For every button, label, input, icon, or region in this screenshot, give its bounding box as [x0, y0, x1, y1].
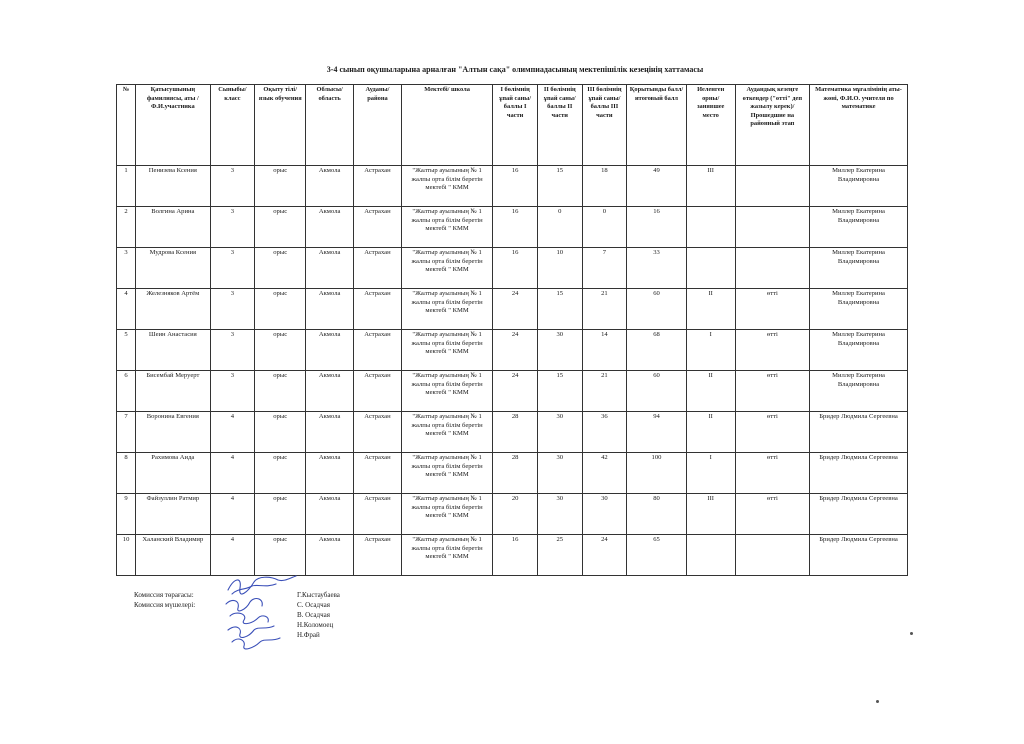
language-cell: орыс — [255, 166, 306, 207]
teacher-cell: Миллер Екатерина Владимировна — [810, 330, 908, 371]
school-cell: "Жалтыр ауылының № 1 жалпы орта білім беретін мектебі " КММ — [401, 166, 492, 207]
language-cell: орыс — [255, 289, 306, 330]
header-no: № — [117, 85, 136, 166]
table-row — [117, 166, 908, 207]
total-score: 49 — [627, 166, 687, 207]
header-district: Ауданы/ района — [354, 85, 402, 166]
region-cell: Акмола — [306, 330, 354, 371]
commission-members-label: Комиссия мүшелері: — [134, 601, 196, 609]
header-passed: Аудандық кезеңге өткендер ("өтті" деп жазылу керек)/ Прошедшие на районный этап — [735, 85, 809, 166]
place-cell: II — [686, 289, 735, 330]
table-row — [117, 371, 908, 412]
district-cell: Астрахан — [354, 330, 402, 371]
district-cell: Астрахан — [354, 207, 402, 248]
header-language: Оқыту тілі/ язык обучения — [255, 85, 306, 166]
region-cell: Акмола — [306, 248, 354, 289]
district-cell: Астрахан — [354, 371, 402, 412]
language-cell: орыс — [255, 207, 306, 248]
school-cell: "Жалтыр ауылының № 1 жалпы орта білім беретін мектебі " КММ — [401, 371, 492, 412]
place-cell — [686, 535, 735, 576]
grade-cell: 3 — [210, 248, 255, 289]
total-score: 16 — [627, 207, 687, 248]
school-cell: "Жалтыр ауылының № 1 жалпы орта білім беретін мектебі " КММ — [401, 289, 492, 330]
teacher-cell: Бридер Людмила Сергеевна — [810, 412, 908, 453]
part2-score: 0 — [537, 207, 582, 248]
scan-speck — [876, 700, 879, 703]
total-score: 65 — [627, 535, 687, 576]
passed-cell: өтті — [735, 371, 809, 412]
part3-score: 42 — [582, 453, 627, 494]
part1-score: 28 — [493, 412, 538, 453]
teacher-cell: Миллер Екатерина Владимировна — [810, 166, 908, 207]
row-number: 4 — [117, 289, 136, 330]
part2-score: 15 — [537, 289, 582, 330]
grade-cell: 3 — [210, 330, 255, 371]
row-number: 3 — [117, 248, 136, 289]
header-part2: ІІ бөлімнің ұпай саны/ баллы II части — [537, 85, 582, 166]
school-cell: "Жалтыр ауылының № 1 жалпы орта білім беретін мектебі " КММ — [401, 412, 492, 453]
grade-cell: 4 — [210, 412, 255, 453]
part2-score: 30 — [537, 330, 582, 371]
part2-score: 15 — [537, 371, 582, 412]
school-cell: "Жалтыр ауылының № 1 жалпы орта білім беретін мектебі " КММ — [401, 535, 492, 576]
table-row — [117, 330, 908, 371]
table-row — [117, 453, 908, 494]
part1-score: 24 — [493, 330, 538, 371]
row-number: 7 — [117, 412, 136, 453]
grade-cell: 4 — [210, 453, 255, 494]
part3-score: 14 — [582, 330, 627, 371]
commission-name: С. Осадчая — [297, 601, 330, 609]
language-cell: орыс — [255, 330, 306, 371]
participant-name: Шеин Анастасия — [136, 330, 210, 371]
grade-cell: 3 — [210, 289, 255, 330]
participant-name: Рахимова Аида — [136, 453, 210, 494]
teacher-cell: Миллер Екатерина Владимировна — [810, 207, 908, 248]
grade-cell: 3 — [210, 207, 255, 248]
part2-score: 30 — [537, 412, 582, 453]
table-header-row — [117, 85, 908, 166]
header-school: Мектебі/ школа — [401, 85, 492, 166]
part3-score: 0 — [582, 207, 627, 248]
table-row — [117, 248, 908, 289]
row-number: 8 — [117, 453, 136, 494]
participant-name: Пенизева Ксения — [136, 166, 210, 207]
passed-cell: өтті — [735, 412, 809, 453]
header-total: Қорытынды балл/ итоговый балл — [627, 85, 687, 166]
commission-name: Г.Кыстаубаева — [297, 591, 340, 599]
total-score: 68 — [627, 330, 687, 371]
district-cell: Астрахан — [354, 453, 402, 494]
row-number: 1 — [117, 166, 136, 207]
school-cell: "Жалтыр ауылының № 1 жалпы орта білім беретін мектебі " КММ — [401, 494, 492, 535]
district-cell: Астрахан — [354, 535, 402, 576]
language-cell: орыс — [255, 453, 306, 494]
row-number: 9 — [117, 494, 136, 535]
participant-name: Волгина Арина — [136, 207, 210, 248]
teacher-cell: Бридер Людмила Сергеевна — [810, 535, 908, 576]
school-cell: "Жалтыр ауылының № 1 жалпы орта білім беретін мектебі " КММ — [401, 453, 492, 494]
passed-cell: өтті — [735, 494, 809, 535]
part1-score: 28 — [493, 453, 538, 494]
table-row — [117, 289, 908, 330]
row-number: 2 — [117, 207, 136, 248]
header-teacher: Математика мұғалімінің аты-жөні, Ф.И.О. учителя по математике — [810, 85, 908, 166]
participant-name: Мудрова Ксения — [136, 248, 210, 289]
place-cell: II — [686, 371, 735, 412]
grade-cell: 4 — [210, 535, 255, 576]
part1-score: 16 — [493, 535, 538, 576]
place-cell: I — [686, 453, 735, 494]
part3-score: 24 — [582, 535, 627, 576]
table-row — [117, 207, 908, 248]
part3-score: 21 — [582, 289, 627, 330]
part1-score: 16 — [493, 166, 538, 207]
document-title: 3-4 сынып оқушыларына арналған "Алтын сақа" олимпиадасының мектепішілік кезеңінің хаттамасы — [326, 65, 704, 74]
header-region: Облысы/ область — [306, 85, 354, 166]
row-number: 5 — [117, 330, 136, 371]
language-cell: орыс — [255, 412, 306, 453]
language-cell: орыс — [255, 371, 306, 412]
language-cell: орыс — [255, 535, 306, 576]
part1-score: 16 — [493, 207, 538, 248]
place-cell: I — [686, 330, 735, 371]
scan-speck — [910, 632, 913, 635]
passed-cell — [735, 248, 809, 289]
total-score: 60 — [627, 289, 687, 330]
row-number: 10 — [117, 535, 136, 576]
part1-score: 24 — [493, 371, 538, 412]
part3-score: 21 — [582, 371, 627, 412]
grade-cell: 4 — [210, 494, 255, 535]
header-grade: Сыныбы/класс — [210, 85, 255, 166]
part1-score: 20 — [493, 494, 538, 535]
part3-score: 18 — [582, 166, 627, 207]
participant-name: Файзуллин Ратмир — [136, 494, 210, 535]
results-table — [116, 84, 908, 576]
passed-cell — [735, 207, 809, 248]
district-cell: Астрахан — [354, 248, 402, 289]
district-cell: Астрахан — [354, 289, 402, 330]
part2-score: 15 — [537, 166, 582, 207]
handwritten-signatures — [218, 572, 308, 654]
passed-cell: өтті — [735, 330, 809, 371]
district-cell: Астрахан — [354, 166, 402, 207]
place-cell — [686, 207, 735, 248]
district-cell: Астрахан — [354, 412, 402, 453]
part2-score: 25 — [537, 535, 582, 576]
school-cell: "Жалтыр ауылының № 1 жалпы орта білім беретін мектебі " КММ — [401, 330, 492, 371]
table-row — [117, 494, 908, 535]
place-cell: III — [686, 166, 735, 207]
region-cell: Акмола — [306, 371, 354, 412]
school-cell: "Жалтыр ауылының № 1 жалпы орта білім беретін мектебі " КММ — [401, 248, 492, 289]
commission-name: Н.Фрай — [297, 631, 320, 639]
region-cell: Акмола — [306, 453, 354, 494]
passed-cell: өтті — [735, 289, 809, 330]
total-score: 100 — [627, 453, 687, 494]
commission-names — [297, 590, 340, 640]
language-cell: орыс — [255, 494, 306, 535]
part1-score: 24 — [493, 289, 538, 330]
part3-score: 7 — [582, 248, 627, 289]
participant-name: Халанский Владимир — [136, 535, 210, 576]
region-cell: Акмола — [306, 412, 354, 453]
district-cell: Астрахан — [354, 494, 402, 535]
passed-cell — [735, 166, 809, 207]
header-participant: Қатысушының фамилиясы, аты /Ф.И.участника — [136, 85, 210, 166]
teacher-cell: Бридер Людмила Сергеевна — [810, 494, 908, 535]
part3-score: 36 — [582, 412, 627, 453]
school-cell: "Жалтыр ауылының № 1 жалпы орта білім беретін мектебі " КММ — [401, 207, 492, 248]
region-cell: Акмола — [306, 166, 354, 207]
region-cell: Акмола — [306, 207, 354, 248]
grade-cell: 3 — [210, 166, 255, 207]
total-score: 60 — [627, 371, 687, 412]
teacher-cell: Миллер Екатерина Владимировна — [810, 289, 908, 330]
table-row — [117, 412, 908, 453]
grade-cell: 3 — [210, 371, 255, 412]
total-score: 94 — [627, 412, 687, 453]
region-cell: Акмола — [306, 535, 354, 576]
commission-name: В. Осадчая — [297, 611, 330, 619]
place-cell — [686, 248, 735, 289]
teacher-cell: Миллер Екатерина Владимировна — [810, 371, 908, 412]
place-cell: II — [686, 412, 735, 453]
header-place: Иеленген орны/ занявшее место — [686, 85, 735, 166]
header-part1: І бөлімнің ұпай саны/ баллы I части — [493, 85, 538, 166]
part1-score: 16 — [493, 248, 538, 289]
part2-score: 10 — [537, 248, 582, 289]
header-part3: ІІІ бөлімнің ұпай саны/ баллы III части — [582, 85, 627, 166]
teacher-cell: Бридер Людмила Сергеевна — [810, 453, 908, 494]
participant-name: Железняков Артём — [136, 289, 210, 330]
part3-score: 30 — [582, 494, 627, 535]
part2-score: 30 — [537, 494, 582, 535]
total-score: 33 — [627, 248, 687, 289]
participant-name: Бисембай Меруерт — [136, 371, 210, 412]
commission-name: Н.Коломоец — [297, 621, 334, 629]
teacher-cell: Миллер Екатерина Владимировна — [810, 248, 908, 289]
passed-cell: өтті — [735, 453, 809, 494]
row-number: 6 — [117, 371, 136, 412]
region-cell: Акмола — [306, 494, 354, 535]
table-row — [117, 535, 908, 576]
region-cell: Акмола — [306, 289, 354, 330]
participant-name: Воронина Евгения — [136, 412, 210, 453]
commission-chair-label: Комиссия төрағасы: — [134, 591, 194, 599]
place-cell: III — [686, 494, 735, 535]
total-score: 80 — [627, 494, 687, 535]
language-cell: орыс — [255, 248, 306, 289]
passed-cell — [735, 535, 809, 576]
part2-score: 30 — [537, 453, 582, 494]
